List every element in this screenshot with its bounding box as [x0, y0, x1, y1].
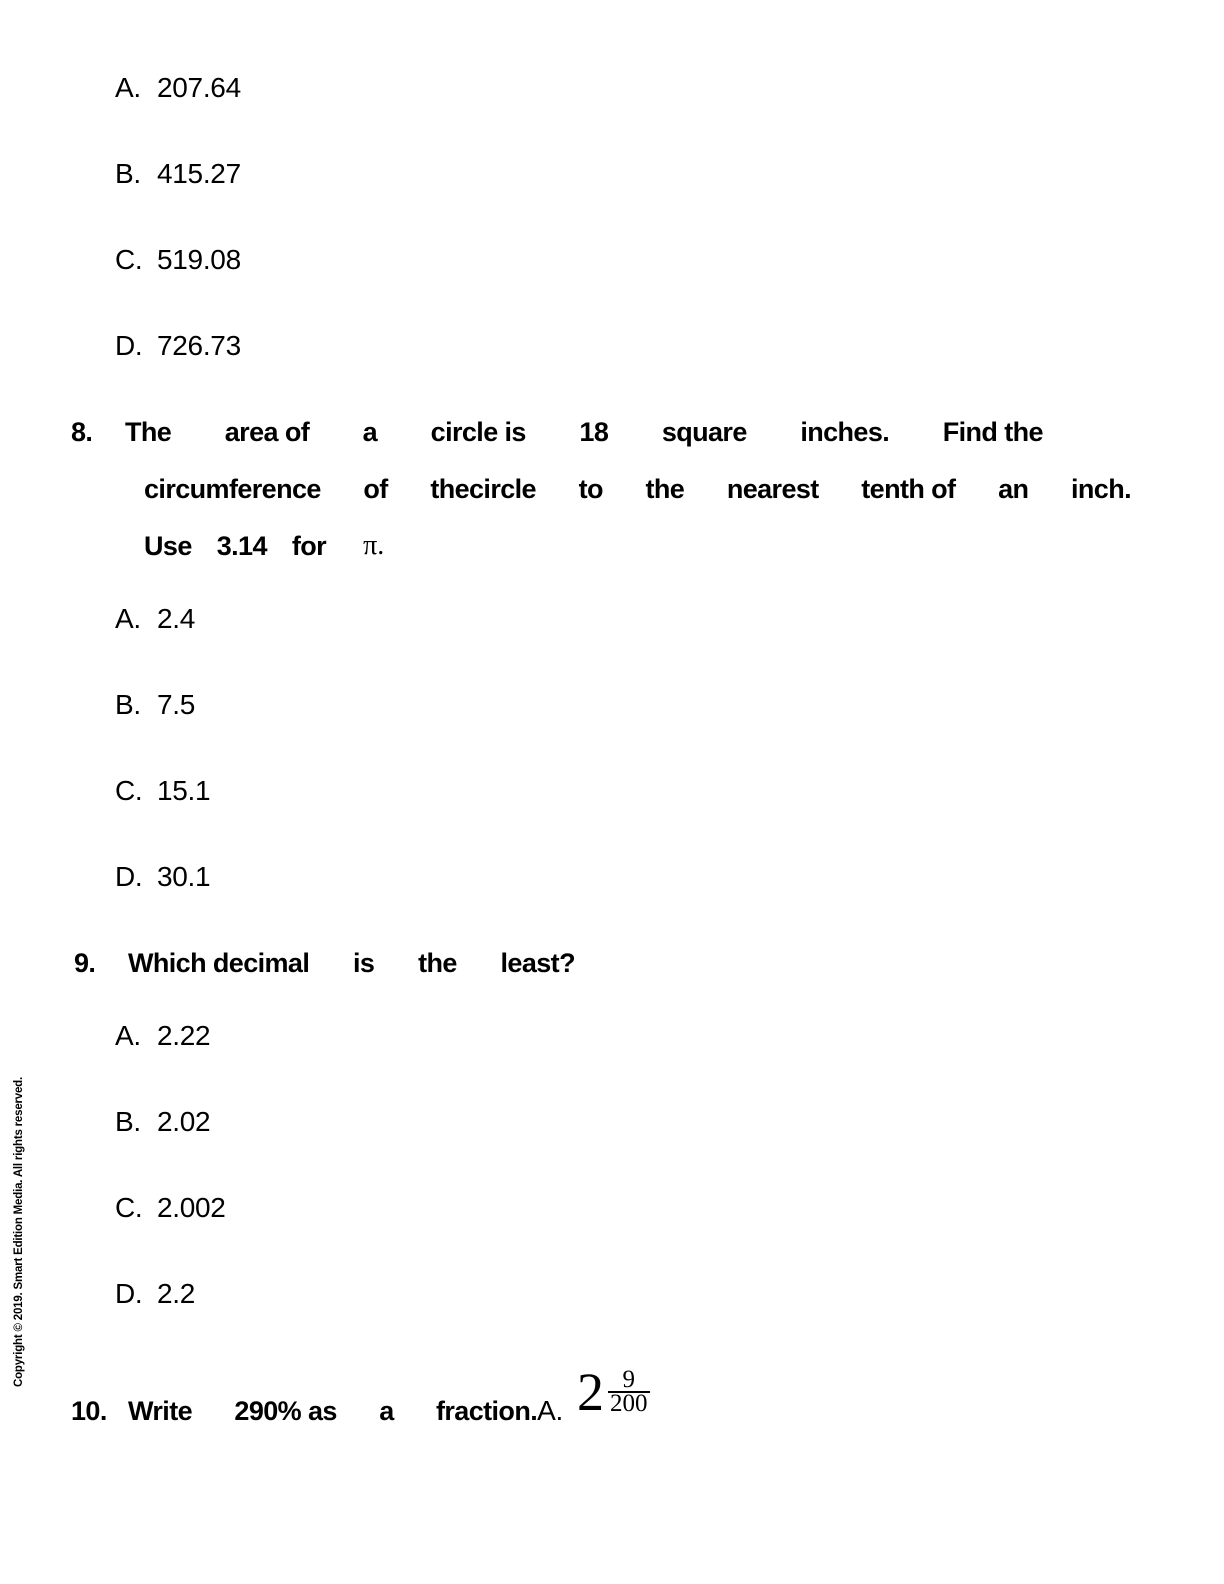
question-8-choices — [0, 602, 1224, 894]
word-group: least? — [500, 948, 575, 978]
choice-value: 519.08 — [157, 244, 241, 275]
word-group: Use — [144, 531, 192, 561]
choice-row — [115, 1019, 1224, 1053]
word-group: the — [645, 474, 685, 504]
fraction-stack — [608, 1366, 650, 1417]
word-group: Find the — [942, 417, 1043, 447]
choice-row — [115, 1105, 1224, 1139]
choice-value: 2.4 — [157, 603, 196, 634]
choice-row — [115, 688, 1224, 722]
word-group: circle is — [430, 417, 526, 447]
word-group: Which decimal — [128, 948, 310, 978]
choice-value: 2.02 — [157, 1106, 211, 1137]
question-10 — [0, 1362, 1224, 1440]
word-group: 3.14 — [216, 531, 267, 561]
word-group: to — [578, 474, 603, 504]
choice-letter: D. — [115, 330, 143, 361]
word-group: inches. — [800, 417, 890, 447]
choice-value: 2.002 — [157, 1192, 226, 1223]
choice-value: 2.22 — [157, 1020, 211, 1051]
choice-value: 2.2 — [157, 1278, 196, 1309]
mixed-number-fraction — [577, 1362, 650, 1422]
choice-value: 415.27 — [157, 158, 241, 189]
choice-letter: C. — [115, 775, 143, 806]
question-9-text — [128, 946, 575, 980]
choice-row — [115, 157, 1224, 191]
word-group: thecircle — [430, 474, 536, 504]
word-group: area of — [224, 417, 310, 447]
word-group: tenth of — [861, 474, 956, 504]
choice-value: 726.73 — [157, 330, 241, 361]
choice-value: 30.1 — [157, 861, 211, 892]
choice-letter: A. — [115, 1020, 141, 1051]
word-group: Write — [128, 1396, 193, 1426]
choice-row — [115, 774, 1224, 808]
choice-row — [115, 602, 1224, 636]
question-8-line-1 — [0, 415, 1224, 449]
choice-letter: A. — [115, 603, 141, 634]
choice-value: 7.5 — [157, 689, 196, 720]
question-10-text — [128, 1394, 563, 1428]
word-group: circumference — [144, 474, 321, 504]
choice-letter: B. — [115, 1106, 141, 1137]
choice-row — [115, 329, 1224, 363]
word-group — [436, 1394, 563, 1428]
word-group: inch. — [1070, 474, 1131, 504]
question-8-line-2 — [144, 472, 1224, 506]
question-9 — [0, 946, 1224, 1311]
answer-letter: A. — [537, 1395, 563, 1426]
choice-row — [115, 1191, 1224, 1225]
question-8-text — [144, 529, 384, 563]
question-9-choices — [0, 1019, 1224, 1311]
question-8-text — [125, 415, 1043, 449]
word-group: 290% as — [234, 1396, 337, 1426]
choice-letter: C. — [115, 1192, 143, 1223]
choice-letter: B. — [115, 158, 141, 189]
question-8 — [0, 415, 1224, 894]
word-group: of — [363, 474, 388, 504]
question-8-text — [144, 472, 1131, 506]
copyright-sidebar-text: Copyright © 2019. Smart Edition Media. All rights reserved. — [13, 1076, 25, 1388]
choice-letter: B. — [115, 689, 141, 720]
choice-row — [115, 243, 1224, 277]
fraction-whole: 2 — [577, 1362, 604, 1422]
fraction-numerator: 9 — [622, 1366, 635, 1393]
choice-row — [115, 71, 1224, 105]
choice-value: 15.1 — [157, 775, 211, 806]
question-10-number: 10. — [71, 1396, 107, 1426]
choice-letter: C. — [115, 244, 143, 275]
choice-row — [115, 860, 1224, 894]
question-7-choices — [0, 71, 1224, 363]
choice-letter: D. — [115, 861, 143, 892]
word-group: a — [379, 1396, 394, 1426]
choice-value: 207.64 — [157, 72, 241, 103]
word-group: is — [353, 948, 375, 978]
word-group: The — [125, 417, 172, 447]
word-group: a — [362, 417, 378, 447]
fraction-denominator: 200 — [610, 1390, 648, 1417]
pi-symbol: π. — [363, 530, 385, 561]
word-group: for — [291, 531, 327, 561]
choice-letter: A. — [115, 72, 141, 103]
word-group: square — [661, 417, 747, 447]
question-8-line-3 — [144, 529, 1224, 563]
word-group: an — [998, 474, 1029, 504]
question-9-number: 9. — [74, 948, 96, 978]
word-group: the — [418, 948, 457, 978]
fraction-word: fraction. — [436, 1396, 538, 1426]
question-8-number: 8. — [71, 417, 93, 447]
choice-row — [115, 1277, 1224, 1311]
word-group: nearest — [726, 474, 819, 504]
question-9-line — [0, 946, 1224, 980]
choice-letter: D. — [115, 1278, 143, 1309]
word-group: 18 — [579, 417, 609, 447]
